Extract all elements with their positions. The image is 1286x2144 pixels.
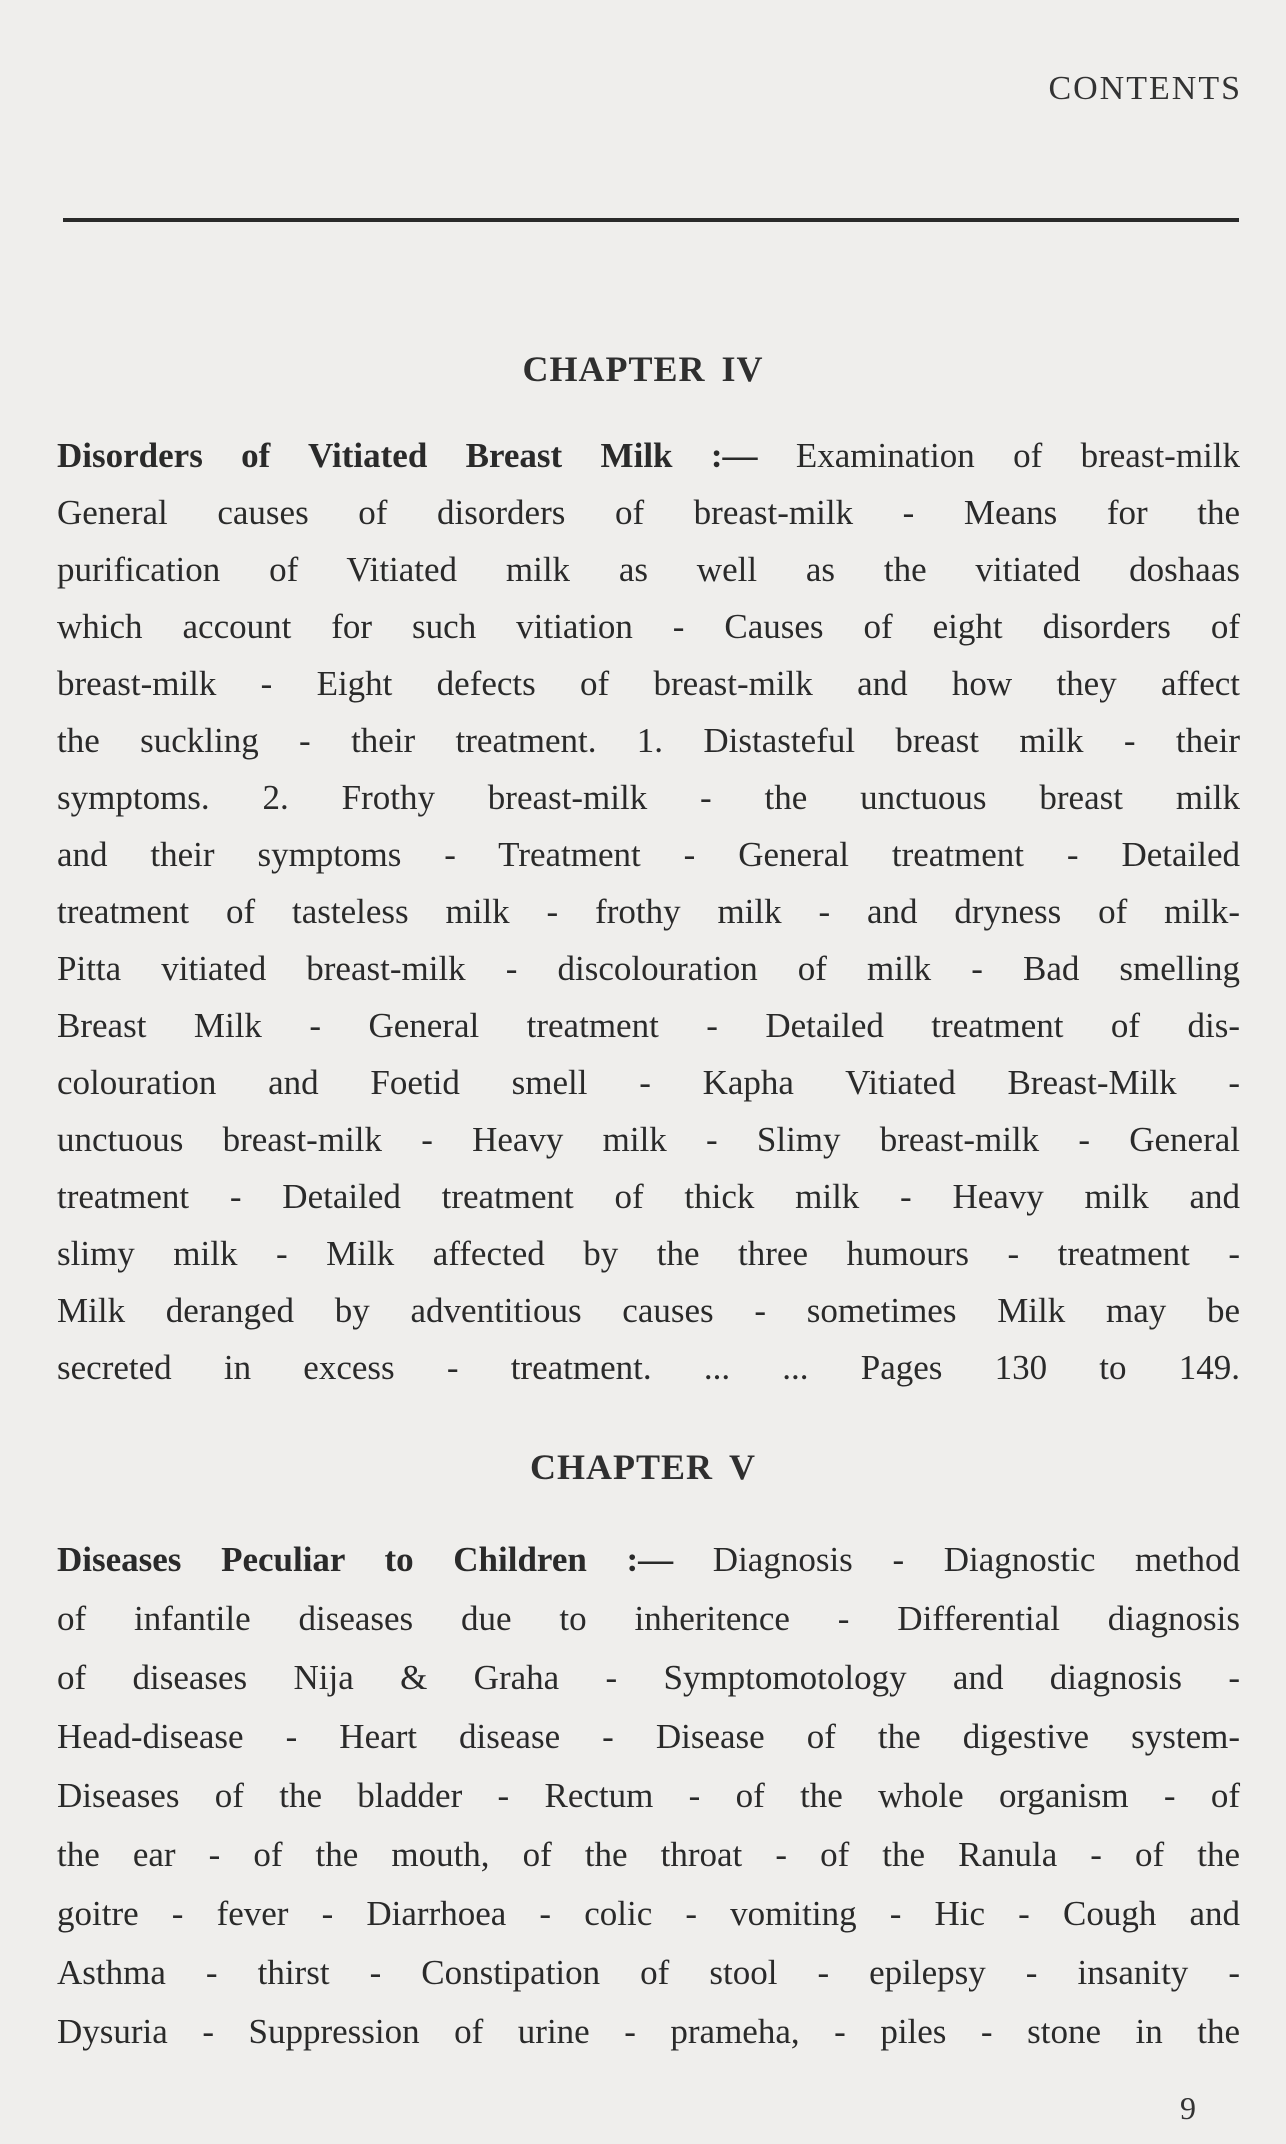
section-heading: Diseases Peculiar to Children :—: [57, 1540, 674, 1579]
chapter-label: CHAPTER: [529, 1447, 713, 1487]
chapter-label: CHAPTER: [522, 349, 706, 389]
summary-line: of infantile diseases due to inheritence - Differential diagnosis: [57, 1599, 1240, 1638]
summary-line: slimy milk - Milk affected by the three humours - treatment -: [57, 1234, 1240, 1273]
summary-line: the ear - of the mouth, of the throat - of the Ranula - of the: [57, 1835, 1240, 1874]
chapter-numeral: IV: [721, 349, 764, 389]
summary-line: Diseases of the bladder - Rectum - of the whole organism - of: [57, 1776, 1240, 1815]
summary-text: Diagnosis - Diagnostic method: [712, 1540, 1241, 1579]
summary-line: Dysuria - Suppression of urine - prameha, - piles - stone in the: [57, 2012, 1240, 2051]
running-head: CONTENTS: [1048, 70, 1242, 107]
page-number: 9: [1180, 2090, 1196, 2126]
summary-line: which account for such vitiation - Causes of eight disorders of: [57, 607, 1240, 646]
summary-line: Milk deranged by adventitious causes - sometimes Milk may be: [57, 1291, 1240, 1330]
summary-line: [57, 1530, 1240, 1589]
summary-line: Asthma - thirst - Constipation of stool - epilepsy - insanity -: [57, 1953, 1240, 1992]
summary-line: and their symptoms - Treatment - General treatment - Detailed: [57, 835, 1240, 874]
header-rule: [63, 218, 1239, 222]
summary-text: Examination of breast-milk: [795, 436, 1241, 475]
summary-line: General causes of disorders of breast-milk - Means for the: [57, 493, 1240, 532]
summary-line: breast-milk - Eight defects of breast-milk and how they affect: [57, 664, 1240, 703]
summary-line: Head-disease - Heart disease - Disease of the digestive system-: [57, 1717, 1240, 1756]
summary-line: purification of Vitiated milk as well as the vitiated doshaas: [57, 550, 1240, 589]
summary-line: the suckling - their treatment. 1. Distasteful breast milk - their: [57, 721, 1240, 760]
chapter-numeral: V: [729, 1447, 756, 1487]
summary-line: secreted in excess - treatment. ... ... Pages 130 to 149.: [57, 1348, 1240, 1387]
summary-line: symptoms. 2. Frothy breast-milk - the unctuous breast milk: [57, 778, 1240, 817]
section-heading: Disorders of Vitiated Breast Milk :—: [57, 436, 758, 475]
summary-line: treatment of tasteless milk - frothy milk - and dryness of milk-: [57, 892, 1240, 931]
summary-line: of diseases Nija & Graha - Symptomotology and diagnosis -: [57, 1658, 1240, 1697]
chapter-v-title: [0, 1446, 1286, 1488]
summary-line: colouration and Foetid smell - Kapha Vitiated Breast-Milk -: [57, 1063, 1240, 1102]
summary-line: treatment - Detailed treatment of thick milk - Heavy milk and: [57, 1177, 1240, 1216]
summary-line: [57, 427, 1240, 484]
summary-line: Breast Milk - General treatment - Detailed treatment of dis-: [57, 1006, 1240, 1045]
chapter-iv-title: [0, 348, 1286, 390]
summary-line: unctuous breast-milk - Heavy milk - Slimy breast-milk - General: [57, 1120, 1240, 1159]
summary-line: goitre - fever - Diarrhoea - colic - vomiting - Hic - Cough and: [57, 1894, 1240, 1933]
chapter-iv-summary: [57, 427, 1240, 1396]
summary-line: Pitta vitiated breast-milk - discolouration of milk - Bad smelling: [57, 949, 1240, 988]
chapter-v-summary: [57, 1530, 1240, 2061]
